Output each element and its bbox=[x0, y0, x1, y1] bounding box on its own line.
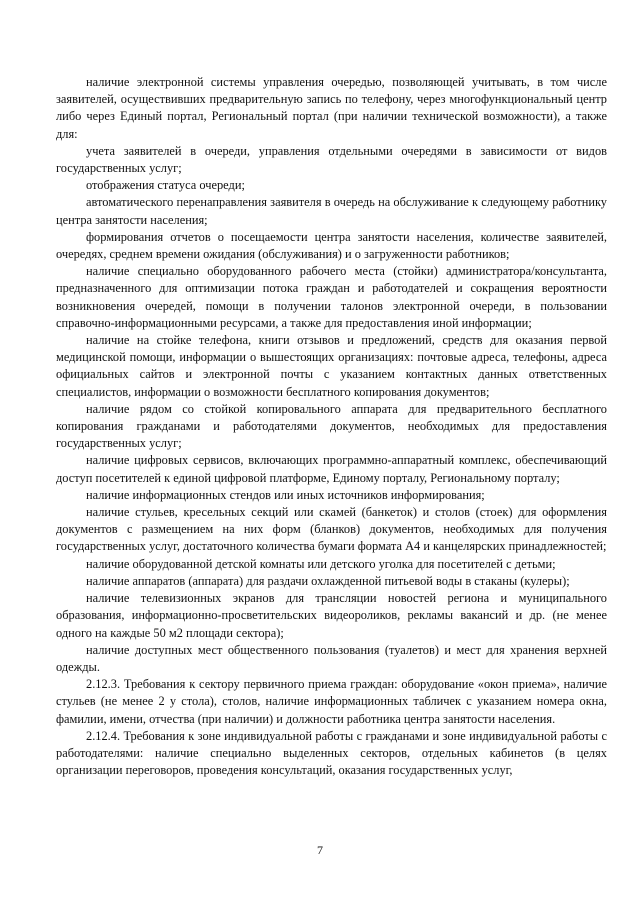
paragraph: наличие телевизионных экранов для трансляции новостей региона и муниципального образования, информационно-просветительских видеороликов, рекламы вакансий и др. (не менее одного на каждые 50 м2 площади сектора); bbox=[56, 591, 607, 640]
document-body bbox=[56, 74, 607, 779]
paragraph: учета заявителей в очереди, управления отдельными очередями в зависимости от видов государственных услуг; bbox=[56, 143, 607, 176]
paragraph: наличие специально оборудованного рабочего места (стойки) администратора/консультанта, предназначенного для оптимизации потока граждан и работодателей и сокращения вероятности возникновения очередей, помощи в получении талонов электронной очереди, в пользовании справочно-информационными ресурсами, а также для предоставления иной информации; bbox=[56, 264, 607, 330]
paragraph: наличие доступных мест общественного пользования (туалетов) и мест для хранения верхней одежды. bbox=[56, 642, 607, 674]
section-paragraph-2-12-4: 2.12.4. Требования к зоне индивидуальной работы с гражданами и зоне индивидуальной работы с работодателями: наличие специально выделенных секторов, отдельных кабинетов (в целях организации переговоров, проведения консультаций, оказания государственных услуг, bbox=[56, 728, 607, 778]
paragraph: наличие стульев, кресельных секций или скамей (банкеток) и столов (стоек) для оформления документов с размещением на них форм (бланков) документов, необходимых для получения государственных услуг, достаточного количества бумаги формата А4 и канцелярских принадлежностей; bbox=[56, 505, 607, 554]
page-number: 7 bbox=[317, 843, 323, 857]
paragraph: наличие оборудованной детской комнаты или детского уголка для посетителей с детьми; bbox=[86, 556, 556, 571]
section-paragraph-2-12-3: 2.12.3. Требования к сектору первичного приема граждан: оборудование «окон приема», наличие стульев (не менее 2 у стола), столов, наличие информационных табличек с указанием номера окна, фамилии, имени, отчества (при наличии) и должности работника центра занятости населения. bbox=[56, 677, 607, 726]
paragraph: наличие рядом со стойкой копировального аппарата для предварительного бесплатного копирования гражданами и работодателями документов, необходимых для предоставления государственных услуг; bbox=[56, 401, 607, 451]
paragraph: отображения статуса очереди; bbox=[86, 178, 245, 193]
paragraph: наличие аппаратов (аппарата) для раздачи охлажденной питьевой воды в стаканы (кулеры); bbox=[86, 573, 570, 588]
paragraph: автоматического перенаправления заявителя в очередь на обслуживание к следующему работнику центра занятости населения; bbox=[56, 195, 607, 227]
paragraph: наличие цифровых сервисов, включающих программно-аппаратный комплекс, обеспечивающий доступ посетителей к единой цифровой платформе, Единому порталу, Региональному порталу; bbox=[56, 453, 607, 485]
paragraph: наличие на стойке телефона, книги отзывов и предложений, средств для оказания первой медицинской помощи, информации о вышестоящих организациях: почтовые адреса, телефоны, адреса официальных сайтов и электронной почты с указанием контактных данных ответственных специалистов, информации о возможности бесплатного копирования документов; bbox=[56, 333, 607, 399]
paragraph: наличие электронной системы управления очередью, позволяющей учитывать, в том числе заявителей, осуществивших предварительную запись по телефону, через многофункциональный центр либо через Единый портал, Региональный портал (при наличии технической возможности), а также для: bbox=[56, 75, 607, 141]
paragraph: наличие информационных стендов или иных источников информирования; bbox=[86, 487, 485, 502]
paragraph: формирования отчетов о посещаемости центра занятости населения, количестве заявителей, очередях, среднем времени ожидания (обслуживания) и о загруженности работников; bbox=[56, 229, 607, 262]
